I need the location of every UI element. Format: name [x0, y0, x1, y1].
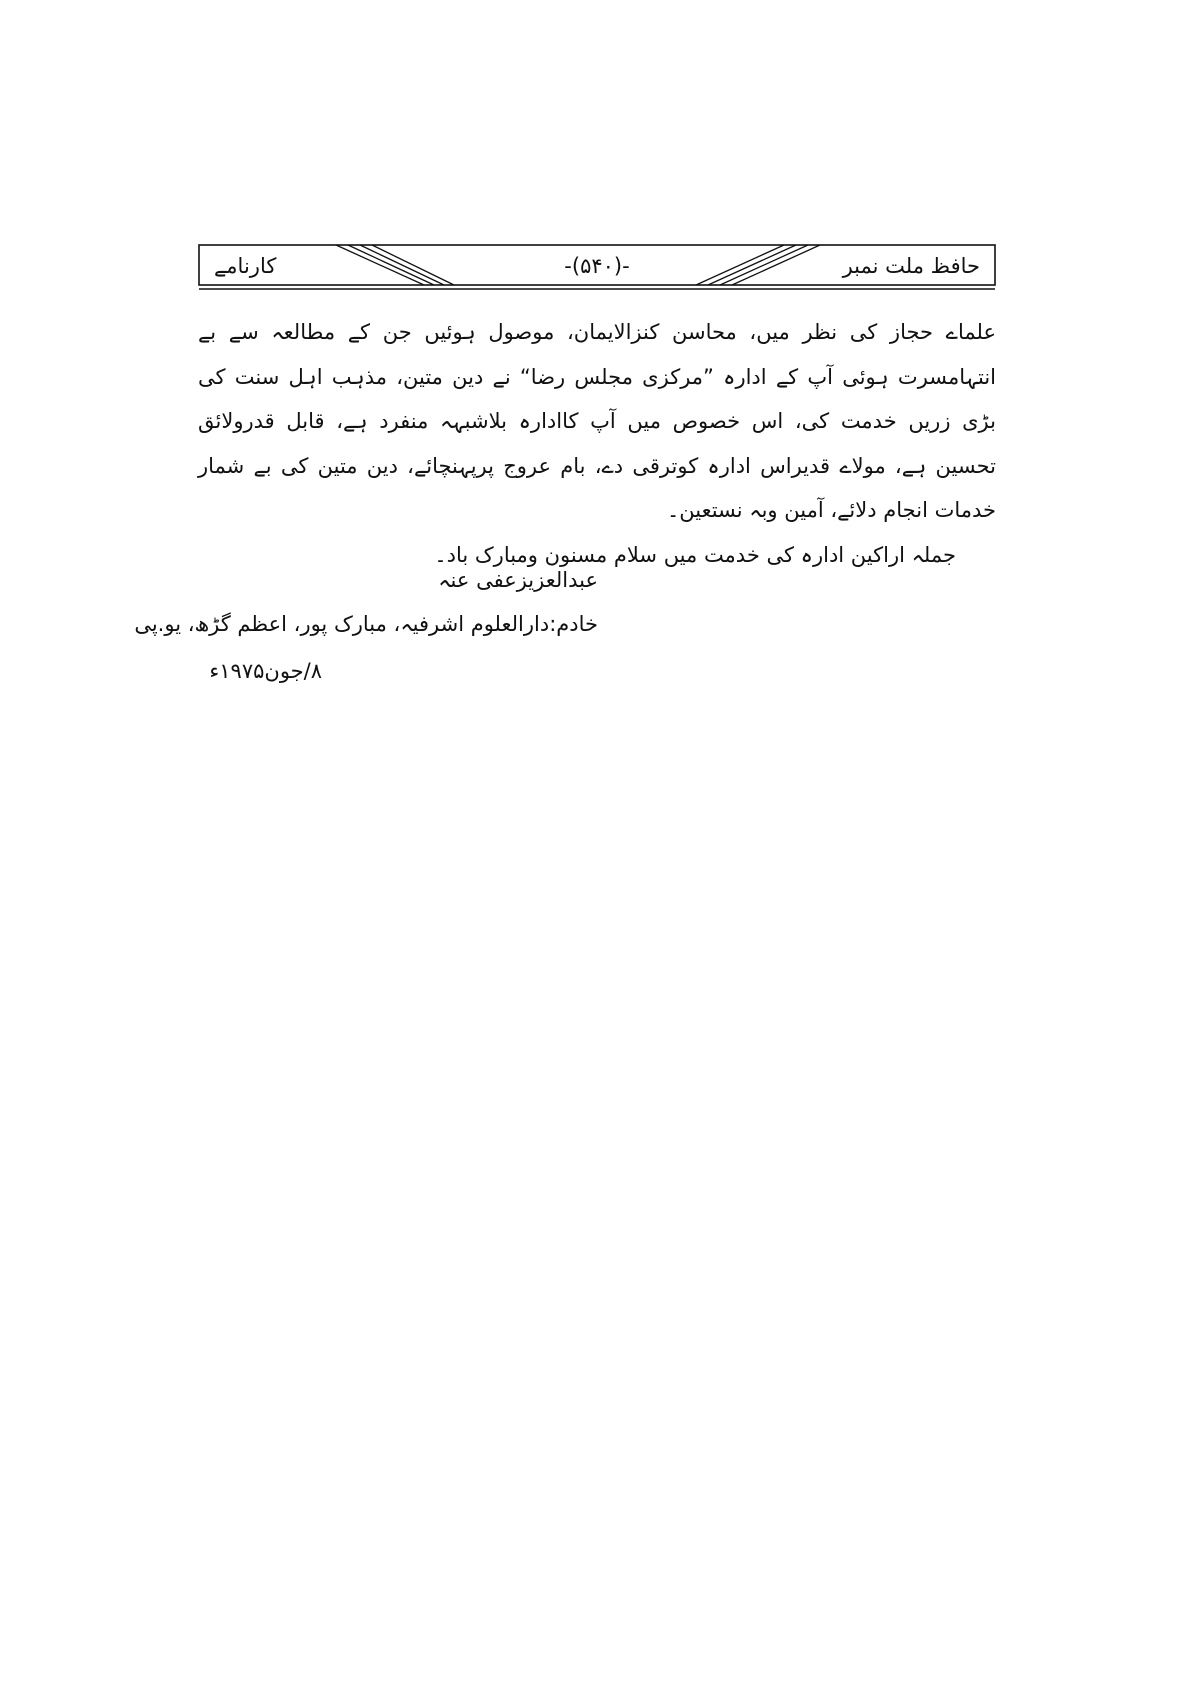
signature-name: عبدالعزیزعفی عنہ	[438, 568, 598, 592]
page-number: -(۵۴۰)-	[564, 254, 630, 278]
header-left-title: کارنامے	[214, 254, 277, 278]
signature-role: خادم:دارالعلوم اشرفیہ، مبارک پور، اعظم گڑھ، یو.پی	[134, 612, 598, 636]
letter-body	[198, 310, 996, 577]
page-header	[198, 244, 996, 294]
header-right-title: حافظ ملت نمبر	[842, 254, 980, 278]
signature-date: ۸/جون۱۹۷۵ء	[209, 659, 322, 683]
body-paragraph: جملہ اراکین ادارہ کی خدمت میں سلام مسنون ومبارک باد۔	[434, 542, 956, 567]
body-paragraph: علماے حجاز کی نظر میں، محاسن کنزالایمان، موصول ہوئیں جن کے مطالعہ سے بے انتہامسرت ہوئی آپ کے ادارہ ”مرکزی مجلس رضا“ نے دین متین، مذہب اہل سنت کی بڑی زریں خدمت کی، اس خصوص میں آپ کاادارہ بلاشبہہ منفرد ہے، قابل قدرولائق تحسین ہے، مولاے قدیراس ادارہ کوترقی دے، بام عروج پرپہنچائے، دین متین کی بے شمار خدمات انجام دلائے، آمین وبہ نستعین۔	[198, 320, 996, 522]
